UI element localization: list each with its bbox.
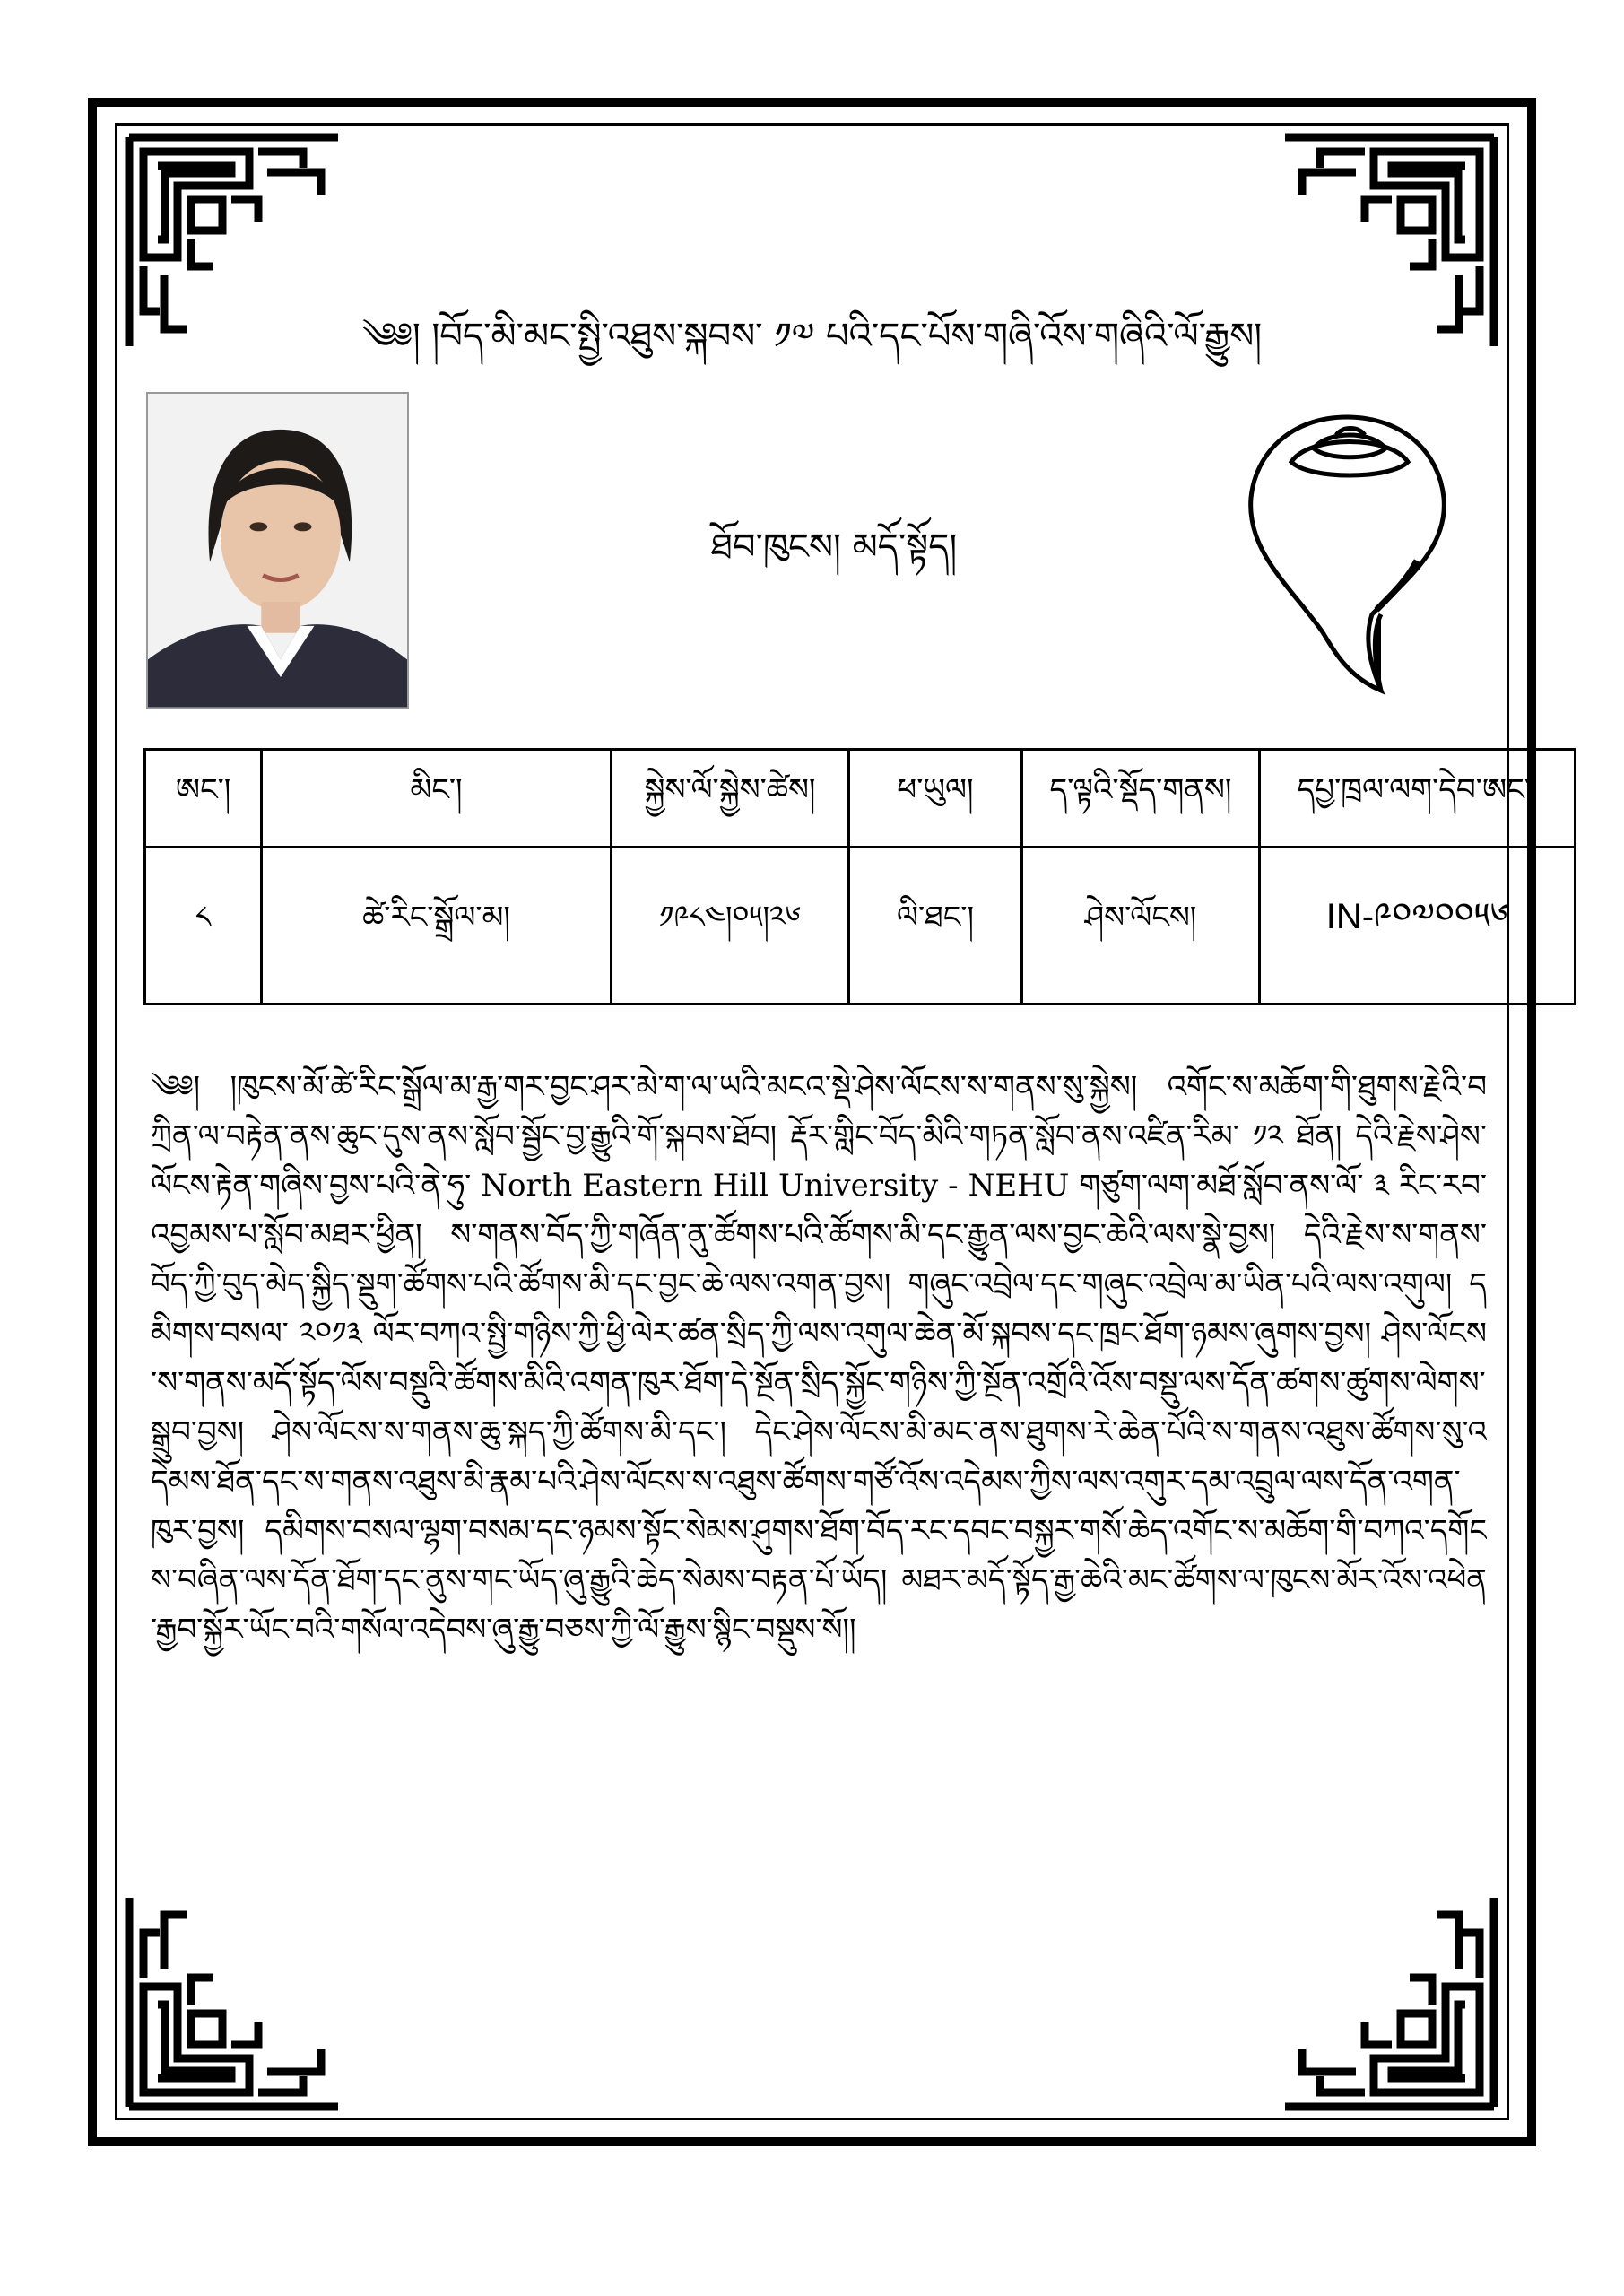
- corner-ornament-bottom-left: [124, 1892, 343, 2112]
- candidate-info-table: [143, 748, 1576, 1005]
- cell-hometown: ལི་ཐང་།: [849, 848, 1022, 1004]
- biography-text: ༄༅། །ཁུངས་མོ་ཚེ་རིང་སྒྲོལ་མ་རྒྱ་གར་བྱང་ཤར་མེ་ག་ལ་ཡའི་མངའ་སྡེ་ཤེས་ལོངས་ས་གནས་སུ་སྐྱེས། འགོང་ས་མཆོག་གི་ཐུགས་རྗེའི་བཀྲིན་ལ་བརྟེན་ནས་ཆུང་དུས་ནས་སློབ་སྦྱོང་བྱ་རྒྱུའི་གོ་སྐབས་ཐོབ། རྡོར་གླིང་བོད་མིའི་གཏན་སློབ་ནས་འཛིན་རིམ་ ༡༢ ཐོན། དེའི་རྗེས་ཤེས་ལོངས་རྟེན་གཞིས་བྱས་པའི་ནེ་ཧུ་ North Eastern Hill University - NEHU གཙུག་ལག་མཐོ་སློབ་ནས་ལོ་ ༣ རིང་རབ་འབྱམས་པ་སློབ་མཐར་ཕྱིན། ས་གནས་བོད་ཀྱི་གཞོན་ནུ་ཚོགས་པའི་ཚོགས་མི་དང་རྒྱུན་ལས་བྱང་ཆེའི་ལས་སྣེ་བྱས། དེའི་རྗེས་ས་གནས་བོད་ཀྱི་བུད་མེད་སྐྱིད་སྡུག་ཚོགས་པའི་ཚོགས་མི་དང་བྱང་ཆེ་ལས་འགན་བྱས། གཞུང་འབྲེལ་དང་གཞུང་འབྲེལ་མ་ཡིན་པའི་ལས་འགུལ། དམིགས་བསལ་ ༢༠༡༣ ལོར་བཀའ་སྤྱི་གཉིས་ཀྱི་ཕྱི་ལེར་ཚན་སྲིད་ཀྱི་ལས་འགུལ་ཆེན་མོ་སྐབས་དང་ཁྲང་ཐོག་ཉམས་ཞུགས་བྱས། ཤེས་ལོངས་ས་གནས་མདོ་སྟོད་ལོས་བསྡུའི་ཚོགས་མིའི་འགན་ཁུར་ཐོག་དེ་སྔོན་སྲིད་སྐྱོང་གཉིས་ཀྱི་སྔོན་འགྲོའི་འོས་བསྡུ་ལས་དོན་ཚགས་ཚུགས་ལེགས་སྒྲུབ་བྱས། ཤེས་ལོངས་ས་གནས་ཆུ་སྐད་ཀྱི་ཚོགས་མི་དང་། དེང་ཤེས་ལོངས་མི་མང་ནས་ཐུགས་རེ་ཆེན་པོའི་ས་གནས་འཐུས་ཚོགས་སུ་འདེམས་ཐོན་དང་ས་གནས་འཐུས་མི་རྣམ་པའི་ཤེས་ལོངས་ས་འཐུས་ཚོགས་གཙོ་འོས་འདེམས་ཀྱིས་ལས་འགུར་དམ་འབྲུལ་ལས་དོན་འགན་ཁུར་བྱས། དམིགས་བསལ་ལྷག་བསམ་དང་ཉམས་སྟོང་སེམས་ཤུགས་ཐོག་བོད་རང་དབང་བསྐྱར་གསོ་ཆེད་འགོང་ས་མཆོག་གི་བཀའ་དགོངས་བཞིན་ལས་དོན་ཐོག་དང་ནུས་གང་ཡོད་ཞུ་རྒྱུའི་ཆེད་སེམས་བརྟན་པོ་ཡོད། མཐར་མདོ་སྟོད་རྒྱ་ཆེའི་མང་ཚོགས་ལ་ཁུངས་མོར་འོས་འཕེན་རྒྱབ་སྐྱོར་ཡོང་བའི་གསོལ་འདེབས་ཞུ་རྒྱུ་བཅས་ཀྱི་ལོ་རྒྱུས་སྙིང་བསྡུས་སོ།།: [151, 1069, 1487, 1648]
- cell-number: ༨: [145, 848, 262, 1004]
- cell-birth-date: ༡༩༨༤།༠༥།༢༦: [612, 848, 849, 1004]
- corner-ornament-bottom-right: [1280, 1892, 1499, 2112]
- cell-residence: ཤེས་ལོངས།: [1022, 848, 1260, 1004]
- document-title: ༄༅། །བོད་མི་མང་སྤྱི་འཐུས་སྐབས་ ༡༧ པའི་དང་པོས་གཞི་འོས་གཞིའི་ལོ་རྒྱུས།: [361, 316, 1263, 357]
- constituency-label: ཐོབ་ཁུངས། མདོ་སྟོད།: [710, 526, 958, 568]
- header-number: ཨང་།: [145, 750, 262, 848]
- candidate-photo: [146, 392, 409, 709]
- table-row: [145, 848, 1576, 1004]
- cell-green-book-number: IN-༩༠༧༠༠༥༦: [1260, 848, 1576, 1004]
- table-header-row: [145, 750, 1576, 848]
- header-residence: ད་ལྟའི་སྡོད་གནས།: [1022, 750, 1260, 848]
- cell-name: ཚེ་རིང་སྒྲོལ་མ།: [262, 848, 612, 1004]
- header-birth-date: སྐྱེས་ལོ་སྐྱེས་ཚེས།: [612, 750, 849, 848]
- header-hometown: ཕ་ཡུལ།: [849, 750, 1022, 848]
- conch-shell-emblem: [1238, 399, 1457, 700]
- header-green-book-number: དཔྱ་ཁྲལ་ལག་དེབ་ཨང་།: [1260, 750, 1576, 848]
- header-name: མིང་།: [262, 750, 612, 848]
